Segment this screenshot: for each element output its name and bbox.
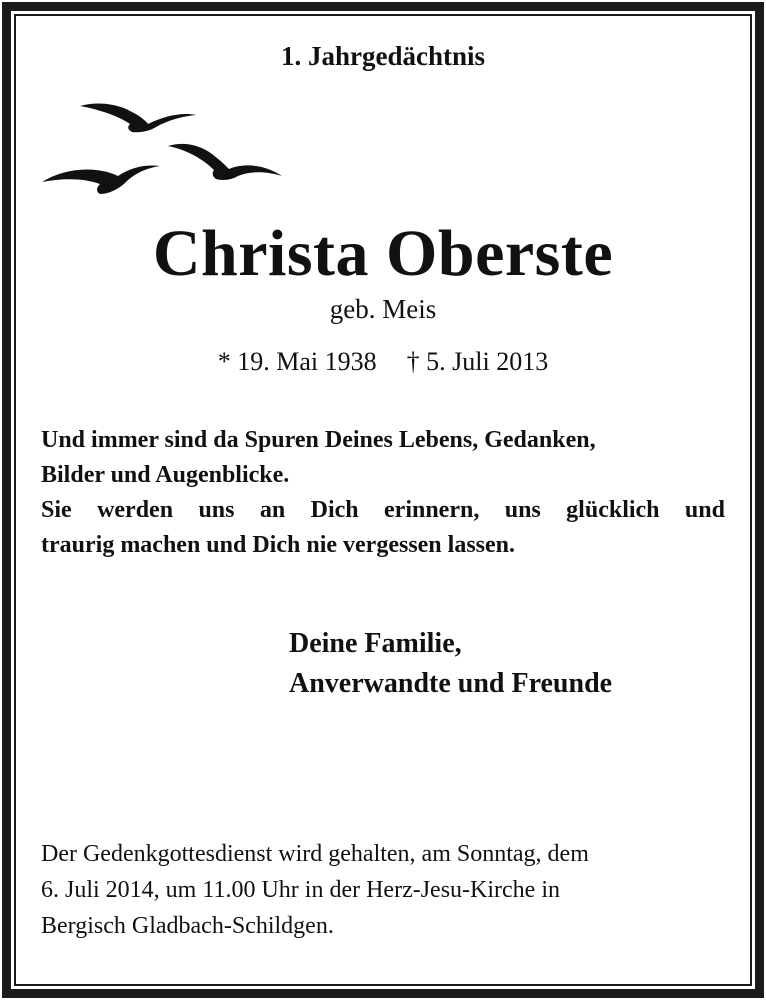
bird-top <box>80 104 196 133</box>
verse-word: uns <box>198 497 235 523</box>
verse-word: Dich <box>310 497 359 523</box>
deceased-name: Christa Oberste <box>152 217 614 290</box>
life-dates <box>0 345 766 379</box>
verse-word: Sie <box>41 497 72 523</box>
service-announcement <box>41 836 725 944</box>
verse-line-3 <box>41 493 725 528</box>
verse-word: und <box>684 497 725 523</box>
service-line-3: Bergisch Gladbach-Schildgen. <box>41 913 334 939</box>
notice-heading: 1. Jahrgedächtnis <box>280 41 486 71</box>
signature <box>289 624 612 704</box>
service-line-1: Der Gedenkgottesdienst wird gehalten, am Sonntag, dem <box>41 841 589 867</box>
birth-date: * 19. Mai 1938 <box>217 347 377 376</box>
bird-left <box>42 165 160 194</box>
signature-line-1: Deine Familie, <box>289 628 462 659</box>
death-date: † 5. Juli 2013 <box>406 347 549 376</box>
flying-birds-icon <box>36 96 292 200</box>
verse-word: an <box>259 497 286 523</box>
verse-word: erinnern, <box>384 497 480 523</box>
verse-line-4: traurig machen und Dich nie vergessen lassen. <box>41 532 515 558</box>
service-line-2: 6. Juli 2014, um 11.00 Uhr in der Herz-Jesu-Kirche in <box>41 877 560 903</box>
verse-line-2: Bilder und Augenblicke. <box>41 462 290 488</box>
verse-word: werden <box>97 497 174 523</box>
maiden-name: geb. Meis <box>329 294 437 324</box>
memorial-verse <box>41 423 725 563</box>
verse-line-1: Und immer sind da Spuren Deines Lebens, Gedanken, <box>41 427 596 453</box>
signature-line-2: Anverwandte und Freunde <box>289 668 613 699</box>
bird-right <box>168 144 282 180</box>
verse-word: uns <box>504 497 541 523</box>
verse-word: glücklich <box>566 497 660 523</box>
